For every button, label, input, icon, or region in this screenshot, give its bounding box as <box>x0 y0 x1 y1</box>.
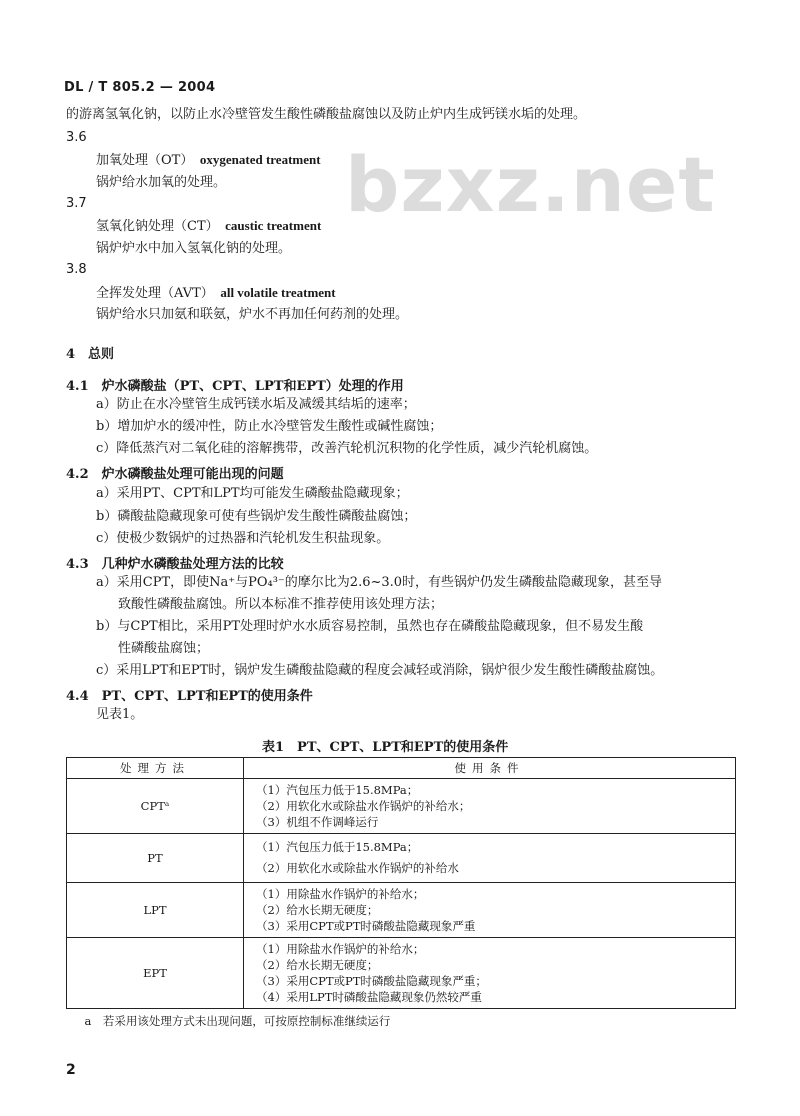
method-cell: CPTᵃ <box>67 779 244 834</box>
conditions-cell <box>244 779 736 834</box>
section-4-2-title: 4.2 炉水磷酸盐处理可能出现的问题 <box>66 467 284 482</box>
clause-3-7-number: 3.7 <box>66 196 87 211</box>
clause-3-7-term <box>96 218 321 235</box>
section-4-3-item-a-line2: 致酸性磷酸盐腐蚀。所以本标准不推荐使用该处理方法； <box>118 597 444 612</box>
conditions-cell <box>244 938 736 1009</box>
condition-line: （3）采用CPT或PT时磷酸盐隐藏现象严重； <box>256 974 487 988</box>
section-4-3-item-c: c）采用LPT和EPT时，锅炉发生磷酸盐隐藏的程度会减轻或消除，锅炉很少发生酸性磷酸盐腐蚀。 <box>96 663 664 678</box>
section-4-1-title: 4.1 炉水磷酸盐（PT、CPT、LPT和EPT）处理的作用 <box>66 379 404 394</box>
condition-line: （2）给水长期无硬度； <box>256 958 379 972</box>
clause-3-8-number: 3.8 <box>66 262 87 277</box>
table-footnote-row <box>67 1009 736 1034</box>
term-zh: 氢氧化钠处理（CT） <box>96 219 213 234</box>
clause-3-6-term <box>96 152 321 169</box>
section-4-2-item-c: c）使极少数锅炉的过热器和汽轮机发生积盐现象。 <box>96 531 390 546</box>
section-4-3-item-b-line1: b）与CPT相比，采用PT处理时炉水水质容易控制，虽然也存在磷酸盐隐藏现象，但不易发生酸 <box>96 619 644 634</box>
condition-line: （1）汽包压力低于15.8MPa； <box>256 783 419 797</box>
term-zh: 加氧处理（OT） <box>96 153 187 168</box>
conditions-cell <box>244 883 736 938</box>
section-4-1-item-b: b）增加炉水的缓冲性，防止水冷壁管发生酸性或碱性腐蚀； <box>96 419 443 434</box>
section-4-4-title: 4.4 PT、CPT、LPT和EPT的使用条件 <box>66 689 313 704</box>
table-1-caption: 表1 PT、CPT、LPT和EPT的使用条件 <box>262 740 509 755</box>
condition-line: （3）采用CPT或PT时磷酸盐隐藏现象严重 <box>256 919 476 933</box>
clause-3-8-desc: 锅炉给水只加氨和联氨，炉水不再加任何药剂的处理。 <box>96 307 409 322</box>
section-4-3-item-b-line2: 性磷酸盐腐蚀； <box>118 641 210 656</box>
table-row-lpt <box>67 883 736 938</box>
section-4-1-item-a: a）防止在水冷壁管生成钙镁水垢及减缓其结垢的速率； <box>96 397 416 412</box>
column-header-method: 处理方法 <box>67 758 244 779</box>
section-4-3-item-a-line1: a）采用CPT，即使Na⁺与PO₄³⁻的摩尔比为2.6~3.0时，有些锅炉仍发生磷酸盐隐藏现象，甚至导 <box>96 575 663 590</box>
condition-line: （3）机组不作调峰运行 <box>256 815 379 829</box>
table-row-cpt <box>67 779 736 834</box>
method-cell: EPT <box>67 938 244 1009</box>
section-4-3-title: 4.3 几种炉水磷酸盐处理方法的比较 <box>66 557 284 572</box>
condition-line: （1）汽包压力低于15.8MPa； <box>256 840 419 854</box>
clause-3-8-term <box>96 285 336 302</box>
intro-line: 的游离氢氧化钠，以防止水冷壁管发生酸性磷酸盐腐蚀以及防止炉内生成钙镁水垢的处理。 <box>66 107 587 122</box>
condition-line: （1）用除盐水作锅炉的补给水； <box>256 942 425 956</box>
clause-3-7-desc: 锅炉炉水中加入氢氧化钠的处理。 <box>96 241 292 256</box>
section-4-2-item-b: b）磷酸盐隐藏现象可使有些锅炉发生酸性磷酸盐腐蚀； <box>96 509 417 524</box>
clause-3-6-number: 3.6 <box>66 130 87 145</box>
watermark: bzxz.net <box>345 140 716 229</box>
table-1 <box>66 757 736 1033</box>
condition-line: （2）用软化水或除盐水作锅炉的补给水； <box>256 799 471 813</box>
section-4-2-item-a: a）采用PT、CPT和LPT均可能发生磷酸盐隐藏现象； <box>96 486 409 501</box>
section-4-title: 4 总则 <box>66 347 115 362</box>
method-cell: PT <box>67 834 244 883</box>
condition-line: （4）采用LPT时磷酸盐隐藏现象仍然较严重 <box>256 990 482 1004</box>
table-row-pt <box>67 834 736 883</box>
document-code: DL / T 805.2 — 2004 <box>64 80 216 95</box>
term-en: caustic treatment <box>225 218 322 233</box>
section-4-4-see-table: 见表1。 <box>96 707 144 722</box>
term-en: oxygenated treatment <box>199 152 321 167</box>
method-cell: LPT <box>67 883 244 938</box>
condition-line: （2）用软化水或除盐水作锅炉的补给水 <box>256 861 459 875</box>
column-header-conditions: 使用条件 <box>244 758 736 779</box>
table-footnote: a 若采用该处理方式未出现问题，可按原控制标准继续运行 <box>67 1009 736 1034</box>
condition-line: （2）给水长期无硬度； <box>256 903 379 917</box>
clause-3-6-desc: 锅炉给水加氧的处理。 <box>96 175 227 190</box>
conditions-cell <box>244 834 736 883</box>
term-zh: 全挥发处理（AVT） <box>96 286 208 301</box>
page-number: 2 <box>66 1062 76 1078</box>
table-row-ept <box>67 938 736 1009</box>
section-4-1-item-c: c）降低蒸汽对二氧化硅的溶解携带，改善汽轮机沉积物的化学性质，减少汽轮机腐蚀。 <box>96 441 598 456</box>
term-en: all volatile treatment <box>220 285 336 300</box>
table-header-row <box>67 758 736 779</box>
condition-line: （1）用除盐水作锅炉的补给水； <box>256 887 425 901</box>
